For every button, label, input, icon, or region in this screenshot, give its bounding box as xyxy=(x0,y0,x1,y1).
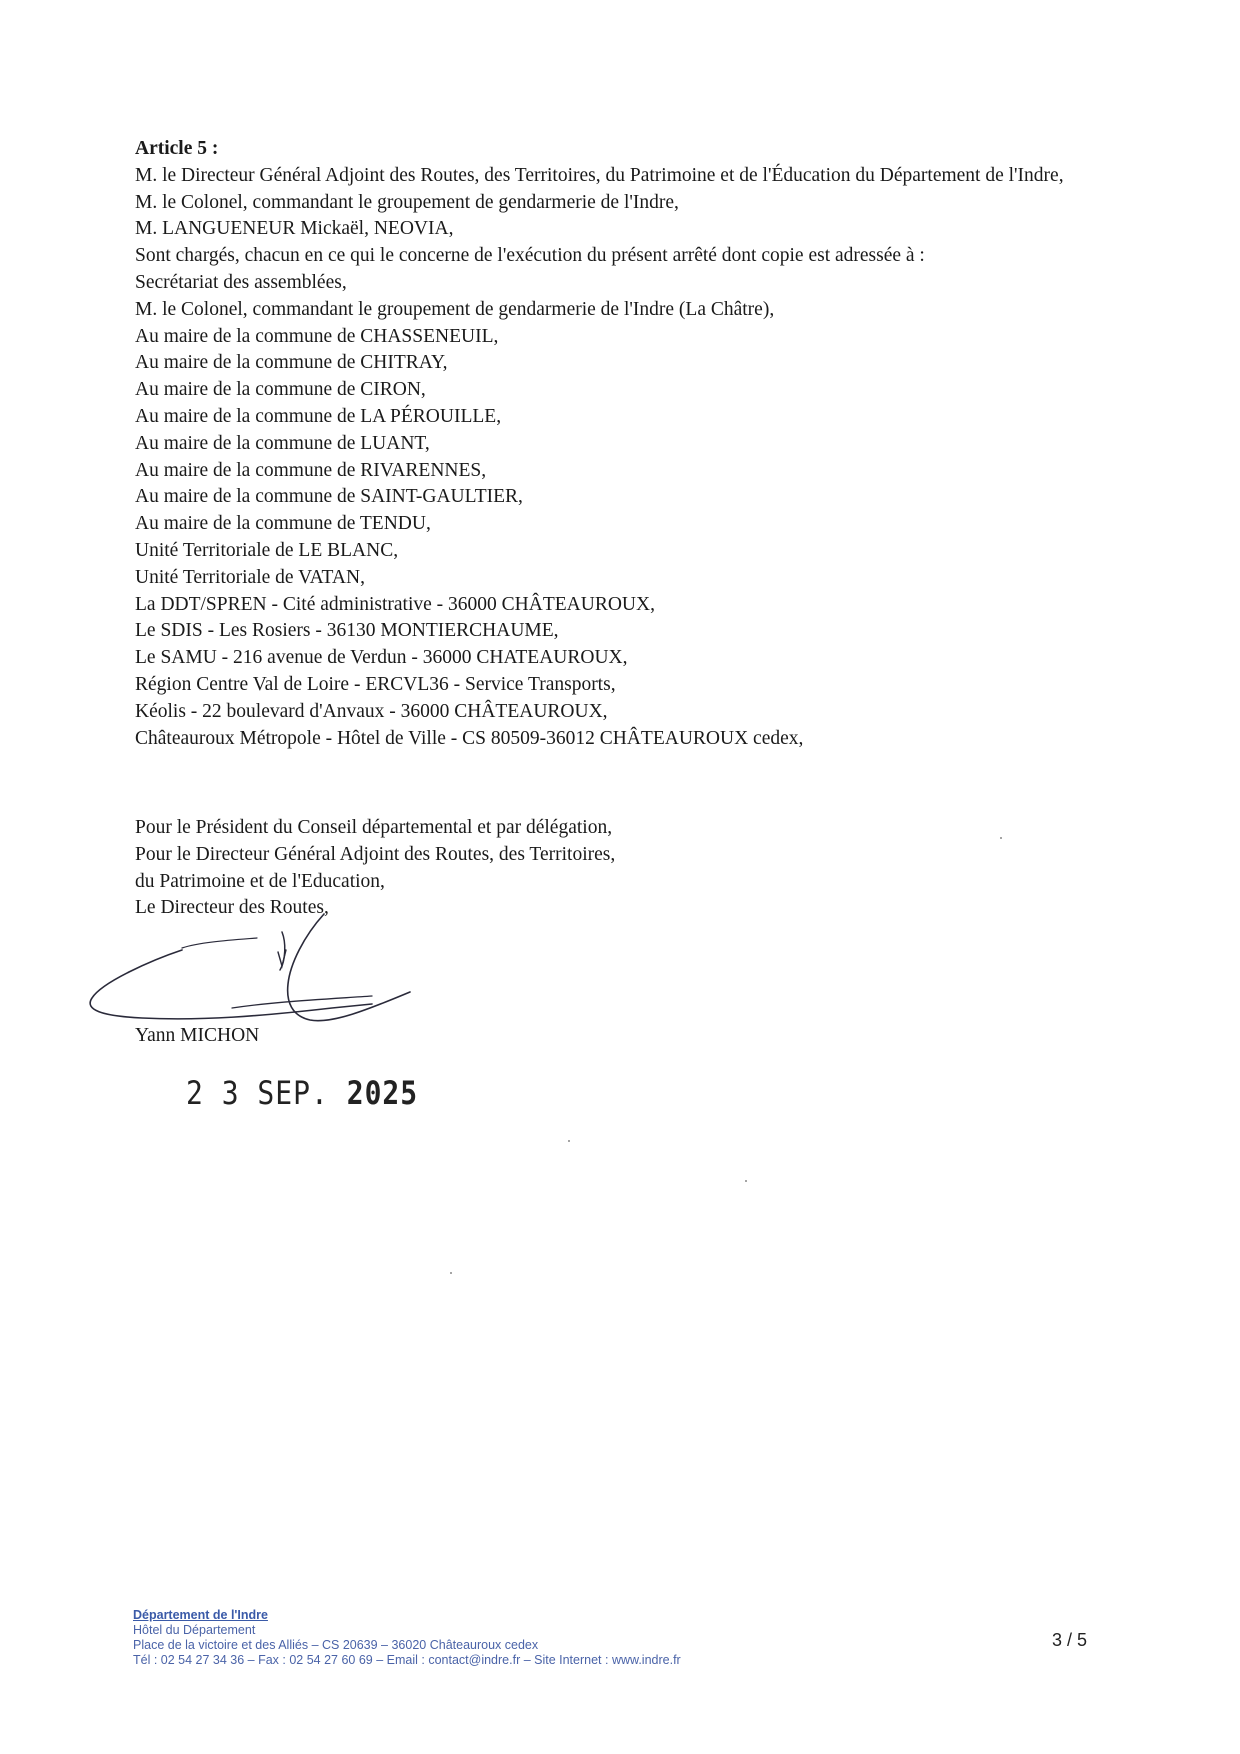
footer-organization: Département de l'Indre xyxy=(133,1608,268,1622)
delegation-line: Pour le Directeur Général Adjoint des Routes, des Territoires, xyxy=(135,843,616,865)
article-body xyxy=(135,136,1110,752)
recipient-line: Kéolis - 22 boulevard d'Anvaux - 36000 CHÂTEAUROUX, xyxy=(135,700,608,722)
recipient-line: Le SAMU - 216 avenue de Verdun - 36000 CHATEAUROUX, xyxy=(135,647,628,669)
recipient-line: Au maire de la commune de RIVARENNES, xyxy=(135,459,487,481)
article-heading: Article 5 : xyxy=(135,138,219,159)
recipient-line: Au maire de la commune de CHITRAY, xyxy=(135,352,448,374)
signatory-name: Yann MICHON xyxy=(135,1025,260,1046)
page-number: 3 / 5 xyxy=(1052,1630,1088,1650)
delegation-line: Le Directeur des Routes, xyxy=(135,897,329,919)
article-line: M. le Directeur Général Adjoint des Routes, des Territoires, du Patrimoine et de l'Éducation du Département de l'Indre, xyxy=(135,164,1064,186)
recipient-line: La DDT/SPREN - Cité administrative - 36000 CHÂTEAUROUX, xyxy=(135,593,655,615)
recipient-line: Unité Territoriale de LE BLANC, xyxy=(135,539,399,561)
recipient-line: Au maire de la commune de LUANT, xyxy=(135,432,430,454)
date-stamp-day-month: 2 3 SEP. xyxy=(186,1074,329,1112)
article-line: M. le Colonel, commandant le groupement de gendarmerie de l'Indre, xyxy=(135,191,679,213)
footer-building: Hôtel du Département xyxy=(133,1623,256,1637)
recipient-line: Au maire de la commune de CHASSENEUIL, xyxy=(135,325,499,347)
delegation-line: Pour le Président du Conseil départemental et par délégation, xyxy=(135,817,613,838)
article-line: Secrétariat des assemblées, xyxy=(135,271,347,293)
article-line: M. LANGUENEUR Mickaël, NEOVIA, xyxy=(135,218,454,240)
footer-address: Place de la victoire et des Alliés – CS 20639 – 36020 Châteauroux cedex xyxy=(133,1638,539,1652)
recipient-line: Au maire de la commune de TENDU, xyxy=(135,513,431,535)
recipient-line: Au maire de la commune de LA PÉROUILLE, xyxy=(135,405,502,427)
article-line: Sont chargés, chacun en ce qui le concerne de l'exécution du présent arrêté dont copie est adressée à : xyxy=(135,245,925,267)
article-line: M. le Colonel, commandant le groupement de gendarmerie de l'Indre (La Châtre), xyxy=(135,298,775,320)
recipient-line: Le SDIS - Les Rosiers - 36130 MONTIERCHAUME, xyxy=(135,620,559,642)
recipient-line: Région Centre Val de Loire - ERCVL36 - Service Transports, xyxy=(135,673,616,695)
footer-contact: Tél : 02 54 27 34 36 – Fax : 02 54 27 60 69 – Email : contact@indre.fr – Site Internet : www.indre.fr xyxy=(133,1653,681,1667)
recipient-line: Unité Territoriale de VATAN, xyxy=(135,566,365,588)
footer xyxy=(133,1608,681,1668)
recipient-line: Au maire de la commune de CIRON, xyxy=(135,379,426,401)
delegation-line: du Patrimoine et de l'Education, xyxy=(135,870,385,892)
handwritten-signature xyxy=(82,912,422,1030)
recipient-line: Châteauroux Métropole - Hôtel de Ville - CS 80509-36012 CHÂTEAUROUX cedex, xyxy=(135,727,804,749)
date-stamp-year: 2025 xyxy=(346,1074,419,1112)
delegation-block xyxy=(135,815,615,922)
date-stamp xyxy=(186,1074,418,1112)
recipient-line: Au maire de la commune de SAINT-GAULTIER, xyxy=(135,486,523,508)
